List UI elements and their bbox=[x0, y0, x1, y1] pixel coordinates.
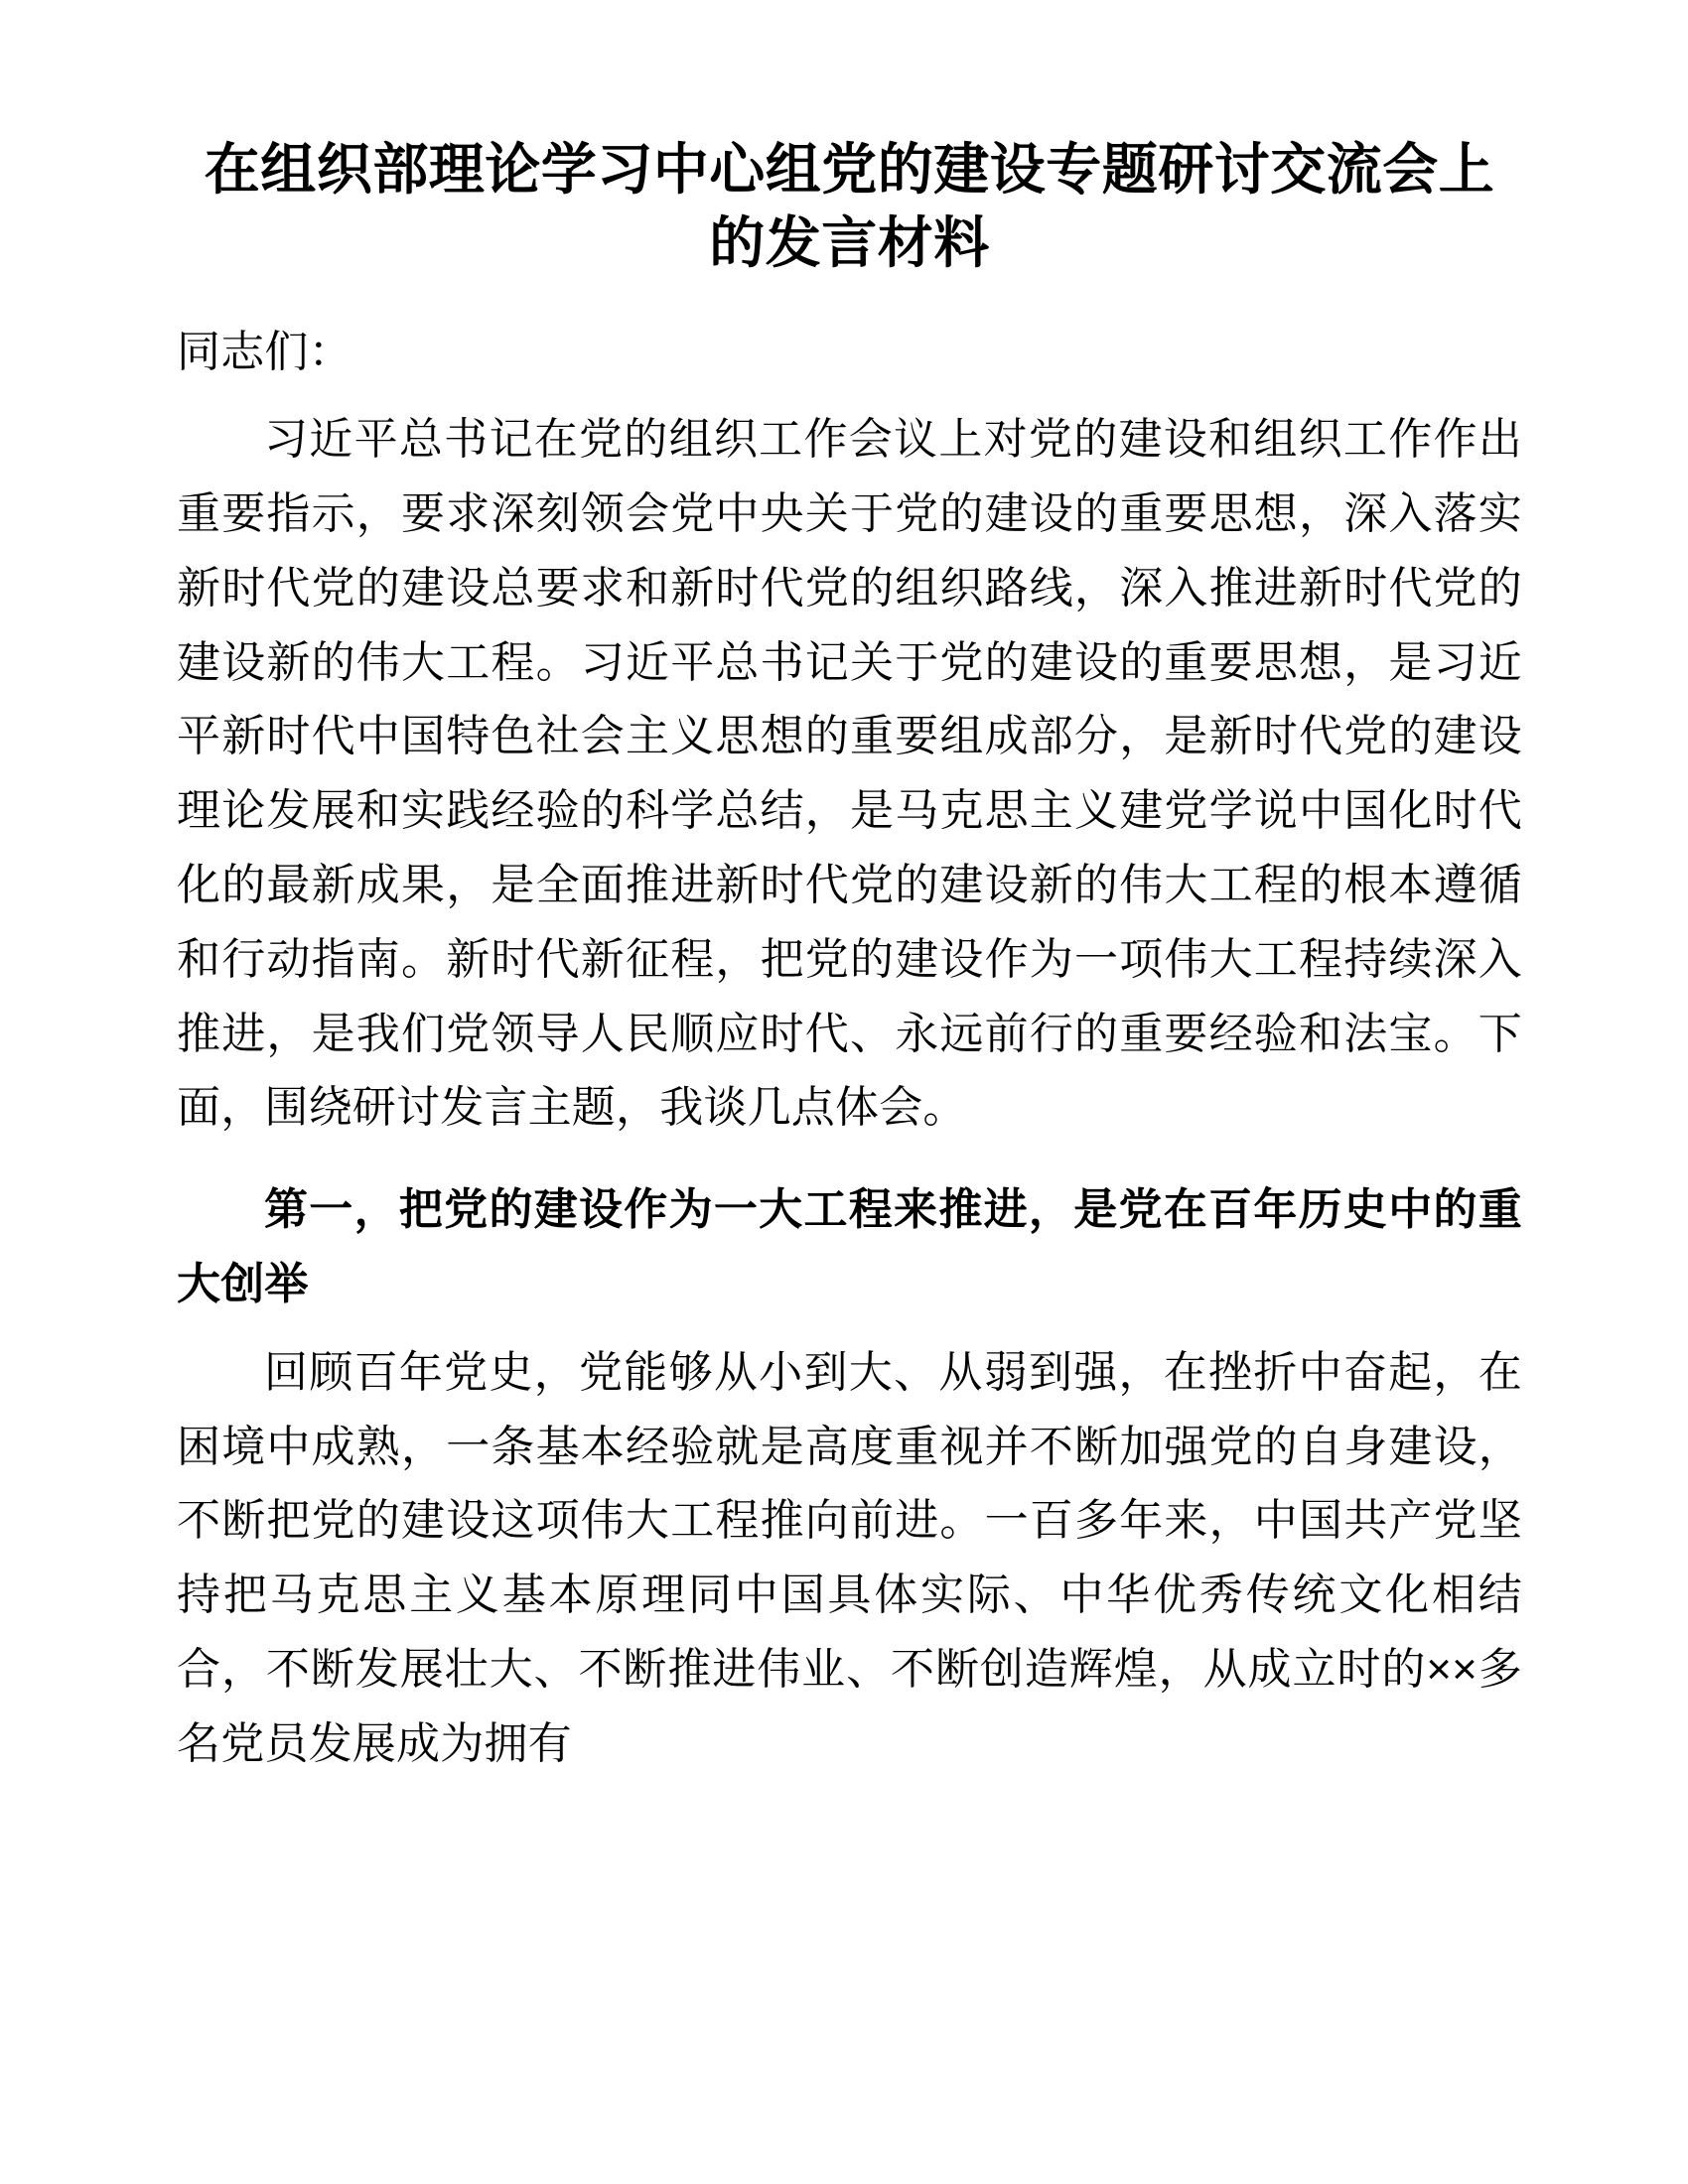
section-heading-1: 第一，把党的建设作为一大工程来推进，是党在百年历史中的重大创举 bbox=[177, 1185, 1522, 1308]
body-paragraph-2: 回顾百年党史，党能够从小到大、从弱到强，在挫折中奋起，在困境中成熟，一条基本经验就是高度重视并不断加强党的自身建设，不断把党的建设这项伟大工程推向前进。一百多年来，中国共产党坚持把马克思主义基本原理同中国具体实际、中华优秀传统文化相结合，不断发展壮大、不断推进伟业、不断创造辉煌，从成立时的××多名党员发展成为拥有 bbox=[177, 1347, 1522, 1768]
document-content bbox=[177, 0, 1522, 1782]
salutation: 同志们： bbox=[177, 327, 352, 376]
page-title: 在组织部理论学习中心组党的建设专题研讨交流会上的发言材料 bbox=[204, 138, 1495, 275]
body-paragraph-1: 习近平总书记在党的组织工作会议上对党的建设和组织工作作出重要指示，要求深刻领会党中央关于党的建设的重要思想，深入落实新时代党的建设总要求和新时代党的组织路线，深入推进新时代党的建设新的伟大工程。习近平总书记关于党的建设的重要思想，是习近平新时代中国特色社会主义思想的重要组成部分，是新时代党的建设理论发展和实践经验的科学总结，是马克思主义建党学说中国化时代化的最新成果，是全面推进新时代党的建设新的伟大工程的根本遵循和行动指南。新时代新征程，把党的建设作为一项伟大工程持续深入推进，是我们党领导人民顺应时代、永远前行的重要经验和法宝。下面，围绕研讨发言主题，我谈几点体会。 bbox=[177, 415, 1522, 1133]
